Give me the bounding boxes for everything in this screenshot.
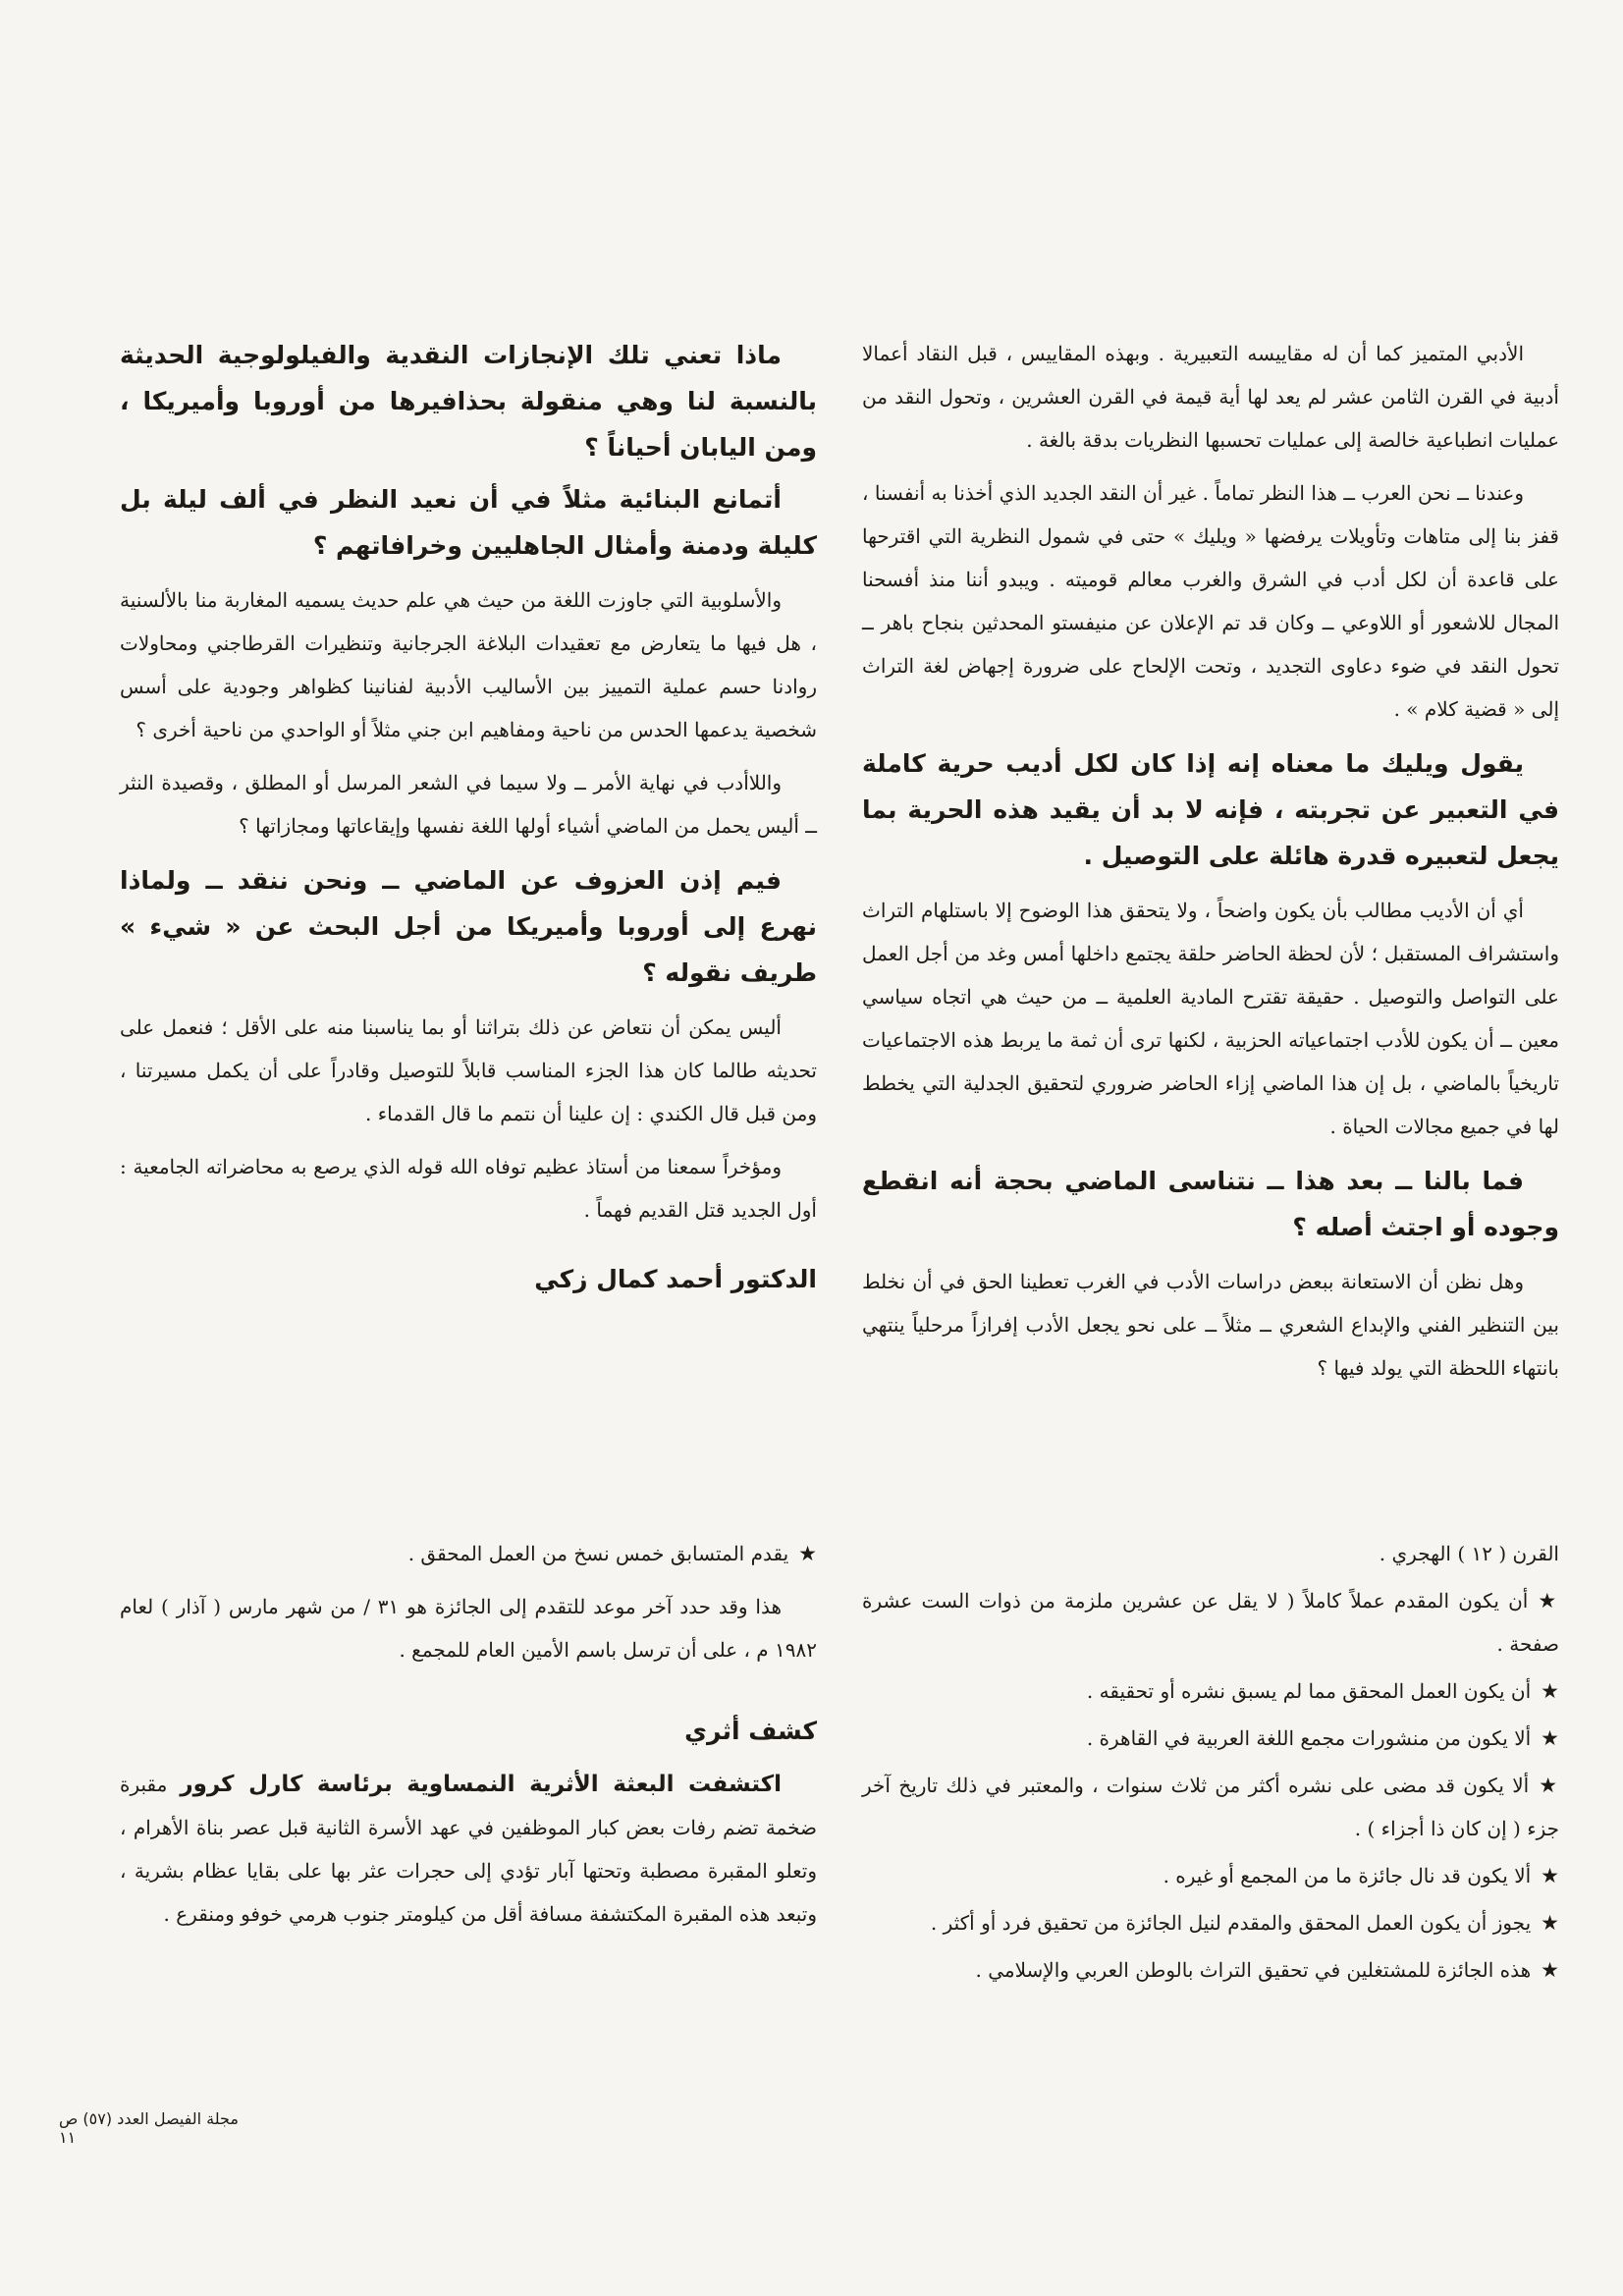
list-item: ★ألا يكون من منشورات مجمع اللغة العربية في القاهرة . xyxy=(1086,1726,1559,1750)
bold-paragraph: ماذا تعني تلك الإنجازات النقدية والفيلولوجية الحديثة بالنسبة لنا وهي منقولة بحذافيرها من أوروبا وأميريكا ، ومن اليابان أحياناً ؟ xyxy=(120,341,817,462)
star-icon: ★ xyxy=(1538,1589,1560,1613)
list-item: ★أن يكون العمل المحقق مما لم يسبق نشره أو تحقيقه . xyxy=(1086,1679,1559,1703)
list-item: ★ألا يكون قد نال جائزة ما من المجمع أو غيره . xyxy=(1163,1864,1559,1887)
bold-paragraph: أتمانع البنائية مثلاً في أن نعيد النظر في ألف ليلة بل كليلة ودمنة وأمثال الجاهليين وخرافاتهم ؟ xyxy=(120,485,817,560)
star-icon: ★ xyxy=(1541,1726,1559,1750)
deadline-paragraph: هذا وقد حدد آخر موعد للتقدم إلى الجائزة هو ٣١ / من شهر مارس ( آذار ) لعام ١٩٨٢ م ، على أن ترسل باسم الأمين العام للمجمع . xyxy=(120,1595,817,1662)
star-icon: ★ xyxy=(798,1542,817,1565)
list-item: ★أن يكون المقدم عملاً كاملاً ( لا يقل عن عشرين ملزمة من ذوات الست عشرة صفحة . xyxy=(862,1589,1560,1656)
upper-left-column xyxy=(120,332,817,1293)
star-icon: ★ xyxy=(1539,1774,1559,1797)
star-icon: ★ xyxy=(1541,1911,1559,1935)
bold-paragraph: فيم إذن العزوف عن الماضي ــ ونحن ننقد ــ ولماذا نهرع إلى أوروبا وأميريكا من أجل البحث عن « شيء » طريف نقوله ؟ xyxy=(120,866,817,987)
list-item: ★يقدم المتسابق خمس نسخ من العمل المحقق . xyxy=(407,1542,817,1565)
paragraph: اكتشفت البعثة الأثرية النمساوية برئاسة كارل كرور مقبرة ضخمة تضم رفات بعض كبار الموظفين في عهد الأسرة الثانية قبل عصر بناة الأهرام ، وتعلو المقبرة مصطبة وتحتها آبار تؤدي إلى حجرات عثر بها على بقايا عظام بشرية ، وتبعد هذه المقبرة المكتشفة مسافة أقل من كيلومتر جنوب هرمي خوفو ومنقرع . xyxy=(120,1772,817,1926)
paragraph: الأدبي المتميز كما أن له مقاييسه التعبيرية . وبهذه المقاييس ، قبل النقاد أعمالا أدبية في القرن الثامن عشر لم يعد لها أية قيمة في القرن العشرين ، وتحول النقد من عمليات انطباعية خالصة إلى عمليات تحسبها النظريات بدقة بالغة . xyxy=(862,342,1559,452)
lower-left-column xyxy=(120,1532,817,1936)
author-signature: الدكتور أحمد كمال زكي xyxy=(534,1265,817,1293)
lead-text: اكتشفت البعثة الأثرية النمساوية برئاسة كارل كرور xyxy=(180,1772,782,1797)
paragraph: ومؤخراً سمعنا من أستاذ عظيم توفاه الله قوله الذي يرصع به محاضراته الجامعية : أول الجديد قتل القديم فهماً . xyxy=(120,1155,817,1222)
upper-right-column xyxy=(862,332,1559,1390)
paragraph: واللاأدب في نهاية الأمر ــ ولا سيما في الشعر المرسل أو المطلق ، وقصيدة النثر ــ أليس يحمل من الماضي أشياء أولها اللغة نفسها وإيقاعاتها ومجازاتها ؟ xyxy=(120,771,817,838)
star-icon: ★ xyxy=(1541,1864,1559,1887)
bold-paragraph: فما بالنا ــ بعد هذا ــ نتناسى الماضي بحجة أنه انقطع وجوده أو اجتث أصله ؟ xyxy=(862,1167,1559,1241)
list-item: ★يجوز أن يكون العمل المحقق والمقدم لنيل الجائزة من تحقيق فرد أو أكثر . xyxy=(930,1911,1559,1935)
list-item: ★هذه الجائزة للمشتغلين في تحقيق التراث بالوطن العربي والإسلامي . xyxy=(975,1958,1559,1982)
paragraph: والأسلوبية التي جاوزت اللغة من حيث هي علم حديث يسميه المغاربة منا بالألسنية ، هل فيها ما يتعارض مع تعقيدات البلاغة الجرجانية وتنظيرات القرطاجني ومحاولات روادنا حسم عملية التمييز بين الأساليب الأدبية لفنانينا كظواهر وجودية على أسس شخصية يدعمها الحدس من ناحية ومفاهيم ابن جني مثلاً أو الواحدي من ناحية أخرى ؟ xyxy=(120,588,817,741)
paragraph: أليس يمكن أن نتعاض عن ذلك بتراثنا أو بما يناسبنا منه على الأقل ؛ فنعمل على تحديثه طالما كان هذا الجزء المناسب قابلاً للتوصيل وقادراً على أن يكمل مسيرتنا ، ومن قبل قال الكندي : إن علينا أن نتمم ما قال القدماء . xyxy=(120,1015,817,1125)
paragraph: وهل نظن أن الاستعانة ببعض دراسات الأدب في الغرب تعطينا الحق في أن نخلط بين التنظير الفني والإبداع الشعري ــ مثلاً ــ على نحو يجعل الأدب إفرازاً مرحلياً ينتهي بانتهاء اللحظة التي يولد فيها ؟ xyxy=(862,1270,1559,1380)
bold-paragraph: يقول ويليك ما معناه إنه إذا كان لكل أديب حرية كاملة في التعبير عن تجربته ، فإنه لا بد أن يقيد هذه الحرية بما يجعل لتعبيره قدرة هائلة على التوصيل . xyxy=(862,749,1559,870)
page-footer: مجلة الفيصل العدد (٥٧) ص ١١ xyxy=(59,2109,239,2147)
lower-right-column xyxy=(862,1532,1559,1992)
star-icon: ★ xyxy=(1541,1958,1559,1982)
section-title: كشف أثري xyxy=(684,1717,817,1745)
list-item: ★ألا يكون قد مضى على نشره أكثر من ثلاث سنوات ، والمعتبر في ذلك تاريخ آخر جزء ( إن كان ذا أجزاء ) . xyxy=(862,1774,1559,1840)
paragraph: وعندنا ــ نحن العرب ــ هذا النظر تماماً . غير أن النقد الجديد الذي أخذنا به أنفسنا ، قفز بنا إلى متاهات وتأويلات يرفضها « ويليك » حتى في شمول النظرية التي اقترحها على قاعدة أن لكل أدب في الشرق والغرب معالم قوميته . ويبدو أننا منذ أفسحنا المجال للاشعور أو اللاوعي ــ وكان قد تم الإعلان عن منيفستو المحدثين بنجاح باهر ــ تحول النقد في ضوء دعاوى التجديد ، وتحت الإلحاح على ضرورة إجهاض لغة التراث إلى « قضية كلام » . xyxy=(862,481,1560,721)
intro-line: القرن ( ١٢ ) الهجري . xyxy=(1379,1542,1559,1565)
paragraph: أي أن الأديب مطالب بأن يكون واضحاً ، ولا يتحقق هذا الوضوح إلا باستلهام التراث واستشراف المستقبل ؛ لأن لحظة الحاضر حلقة يجتمع داخلها أمس وغد من أجل العمل على التواصل والتوصيل . حقيقة تقترح المادية العلمية ــ من حيث هي اتجاه سياسي معين ــ أن يكون للأدب اجتماعياته الحزبية ، لكنها ترى أن ثمة ما يربط هذه الاجتماعيات تاريخياً بالماضي ، بل إن هذا الماضي إزاء الحاضر ضروري لتحقيق الجدلية التي يخطط لها في جميع مجالات الحياة . xyxy=(862,899,1559,1138)
star-icon: ★ xyxy=(1541,1679,1559,1703)
